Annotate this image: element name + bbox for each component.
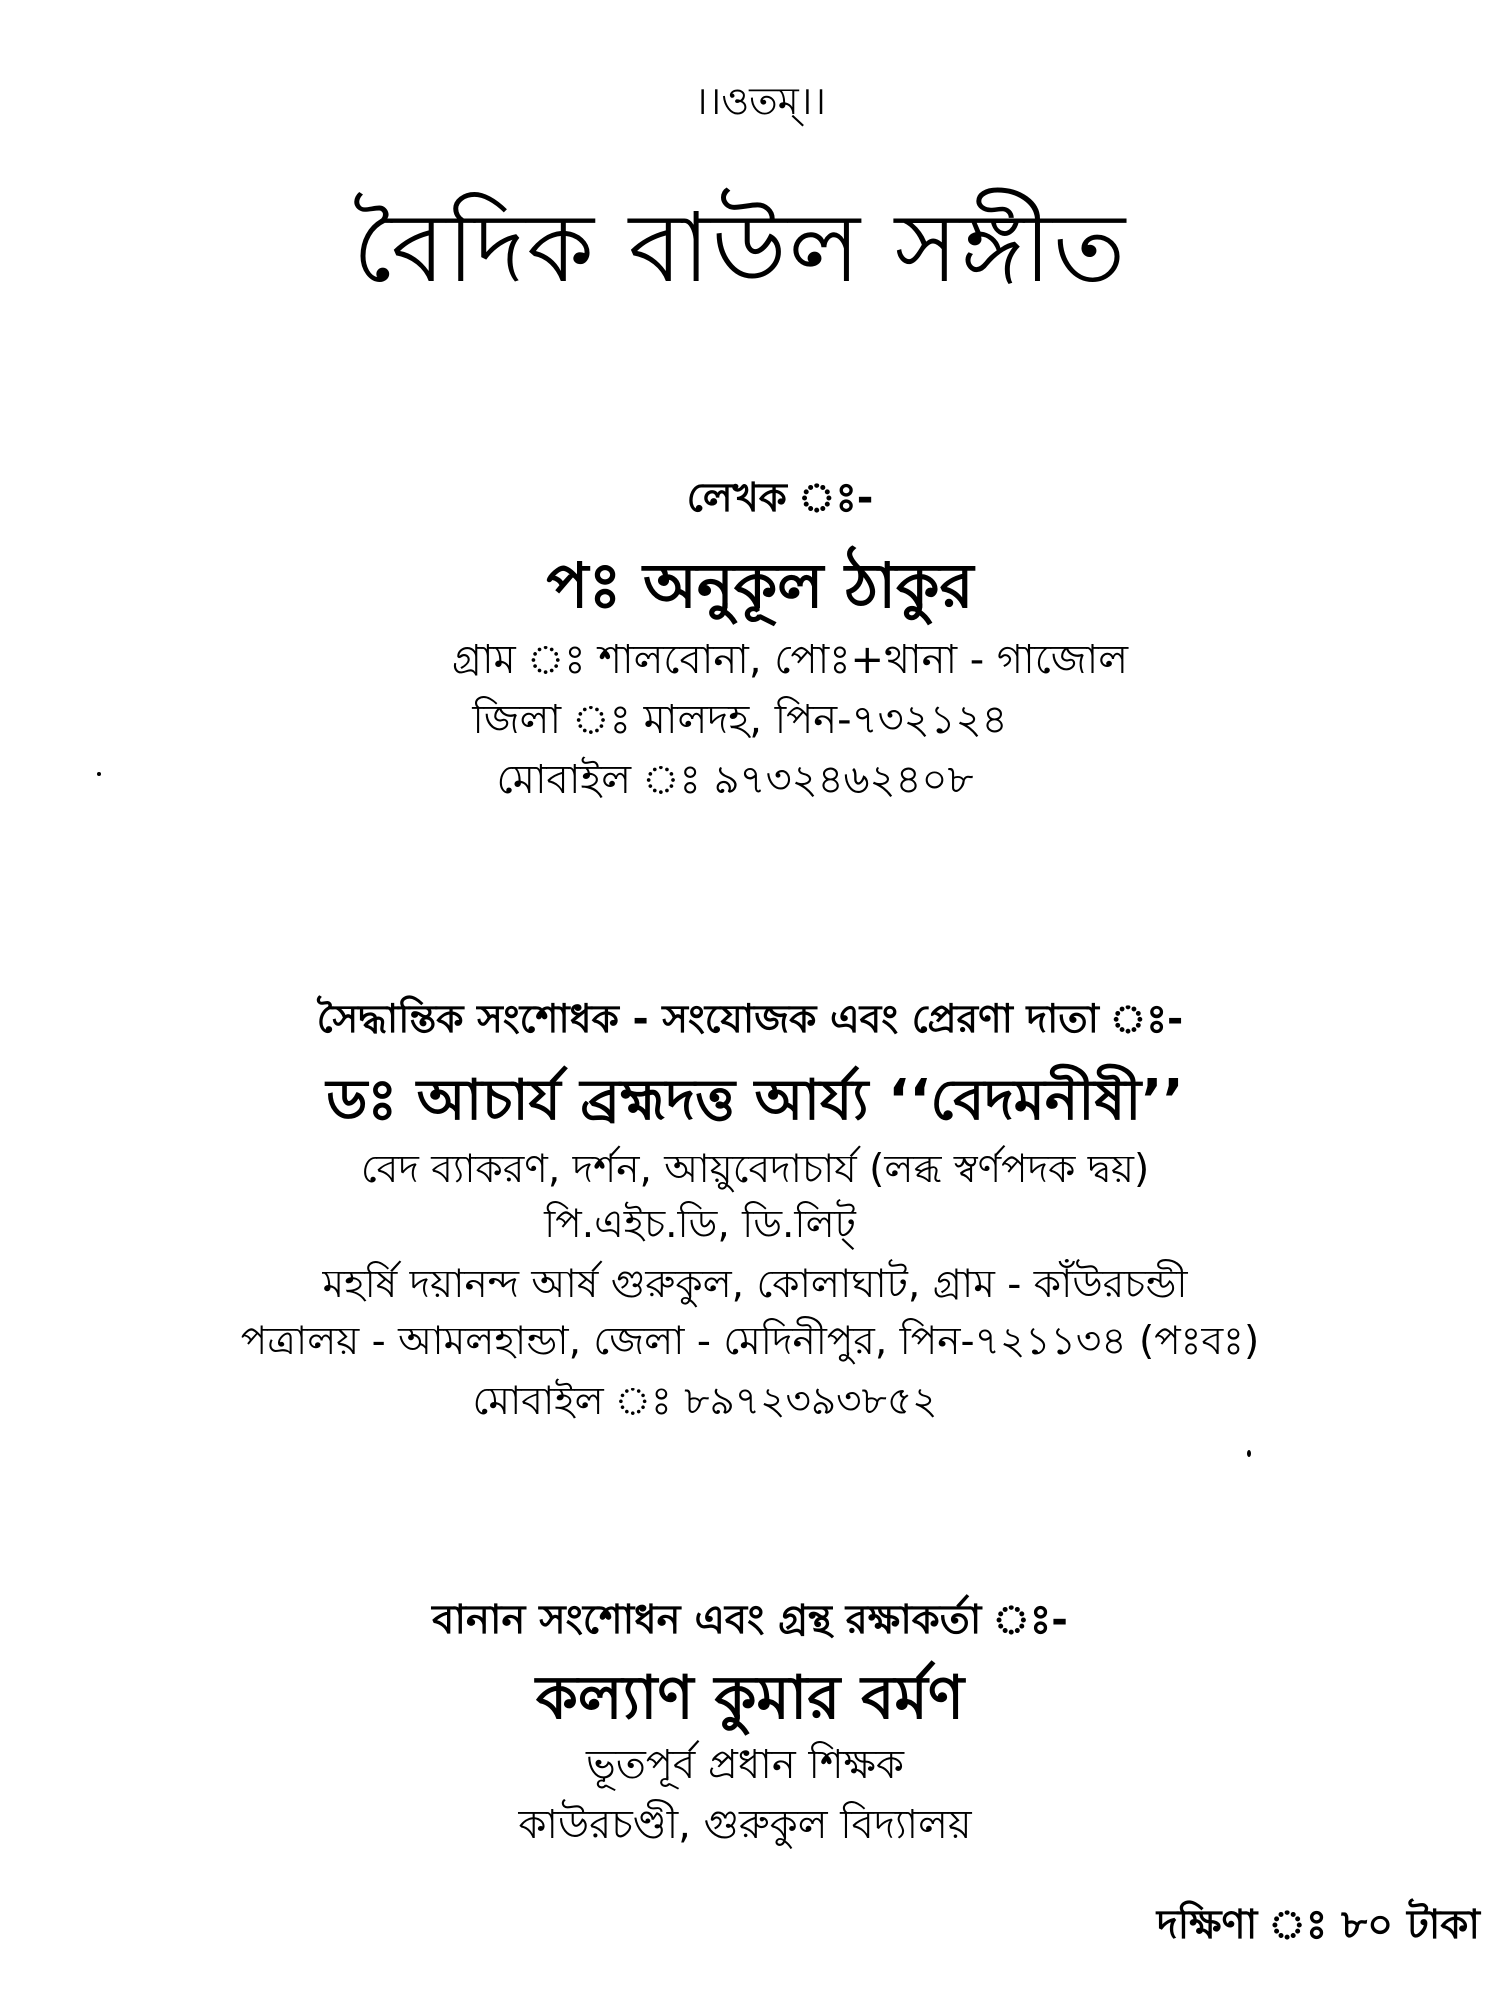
- om-invocation: ।।ওতম্।।: [694, 79, 826, 123]
- editor-mobile-line: মোবাইল ঃ ৮৯৭২৩৯৩৮৫২: [472, 1379, 938, 1424]
- author-name: পঃ অনুকূল ঠাকুর: [546, 549, 974, 622]
- proofreader-name: কল্যাণ কুমার বর্মণ: [535, 1663, 965, 1733]
- editor-degree-line: পি.এইচ.ডি, ডি.লিট্: [544, 1202, 856, 1247]
- author-district-line: জিলা ঃ মালদহ, পিন-৭৩২১২৪: [472, 697, 1008, 743]
- price-label: দক্ষিণা ঃ ৮০ টাকা: [1156, 1902, 1480, 1948]
- editor-label: সৈদ্ধান্তিক সংশোধক - সংযোজক এবং প্রেরণা দাতা ঃ-: [316, 997, 1184, 1042]
- editor-name: ডঃ আচার্য ব্রহ্মদত্ত আর্য্য ‘‘বেদমনীষী’’: [326, 1068, 1184, 1133]
- print-speck: [97, 772, 101, 776]
- book-title: বৈদিক বাউল সঙ্গীত: [352, 192, 1128, 304]
- author-address-line: গ্রাম ঃ শালবোনা, পোঃ+থানা - গাজোল: [452, 637, 1128, 683]
- editor-institution-line: মহর্ষি দয়ানন্দ আর্ষ গুরুকুল, কোলাঘাট, গ্রাম - কাঁউরচন্ডী: [322, 1262, 1188, 1307]
- proofreader-role-line: ভূতপূর্ব প্রধান শিক্ষক: [586, 1742, 904, 1788]
- author-label: লেখক ঃ-: [686, 475, 874, 521]
- author-mobile-line: মোবাইল ঃ ৯৭৩২৪৬২৪০৮: [496, 757, 974, 803]
- editor-address-line: পত্রালয় - আমলহান্ডা, জেলা - মেদিনীপুর, পিন-৭২১১৩৪ (পঃবঃ): [240, 1319, 1260, 1364]
- editor-qualification-line: বেদ ব্যাকরণ, দর্শন, আয়ুবেদাচার্য (লব্ধ স্বর্ণপদক দ্বয়): [360, 1147, 1150, 1192]
- proofreader-school-line: কাউরচণ্ডী, গুরুকুল বিদ্যালয়: [518, 1802, 972, 1848]
- proofreader-label: বানান সংশোধন এবং গ্রন্থ রক্ষাকর্তা ঃ-: [432, 1597, 1068, 1643]
- print-speck: [1247, 1450, 1251, 1457]
